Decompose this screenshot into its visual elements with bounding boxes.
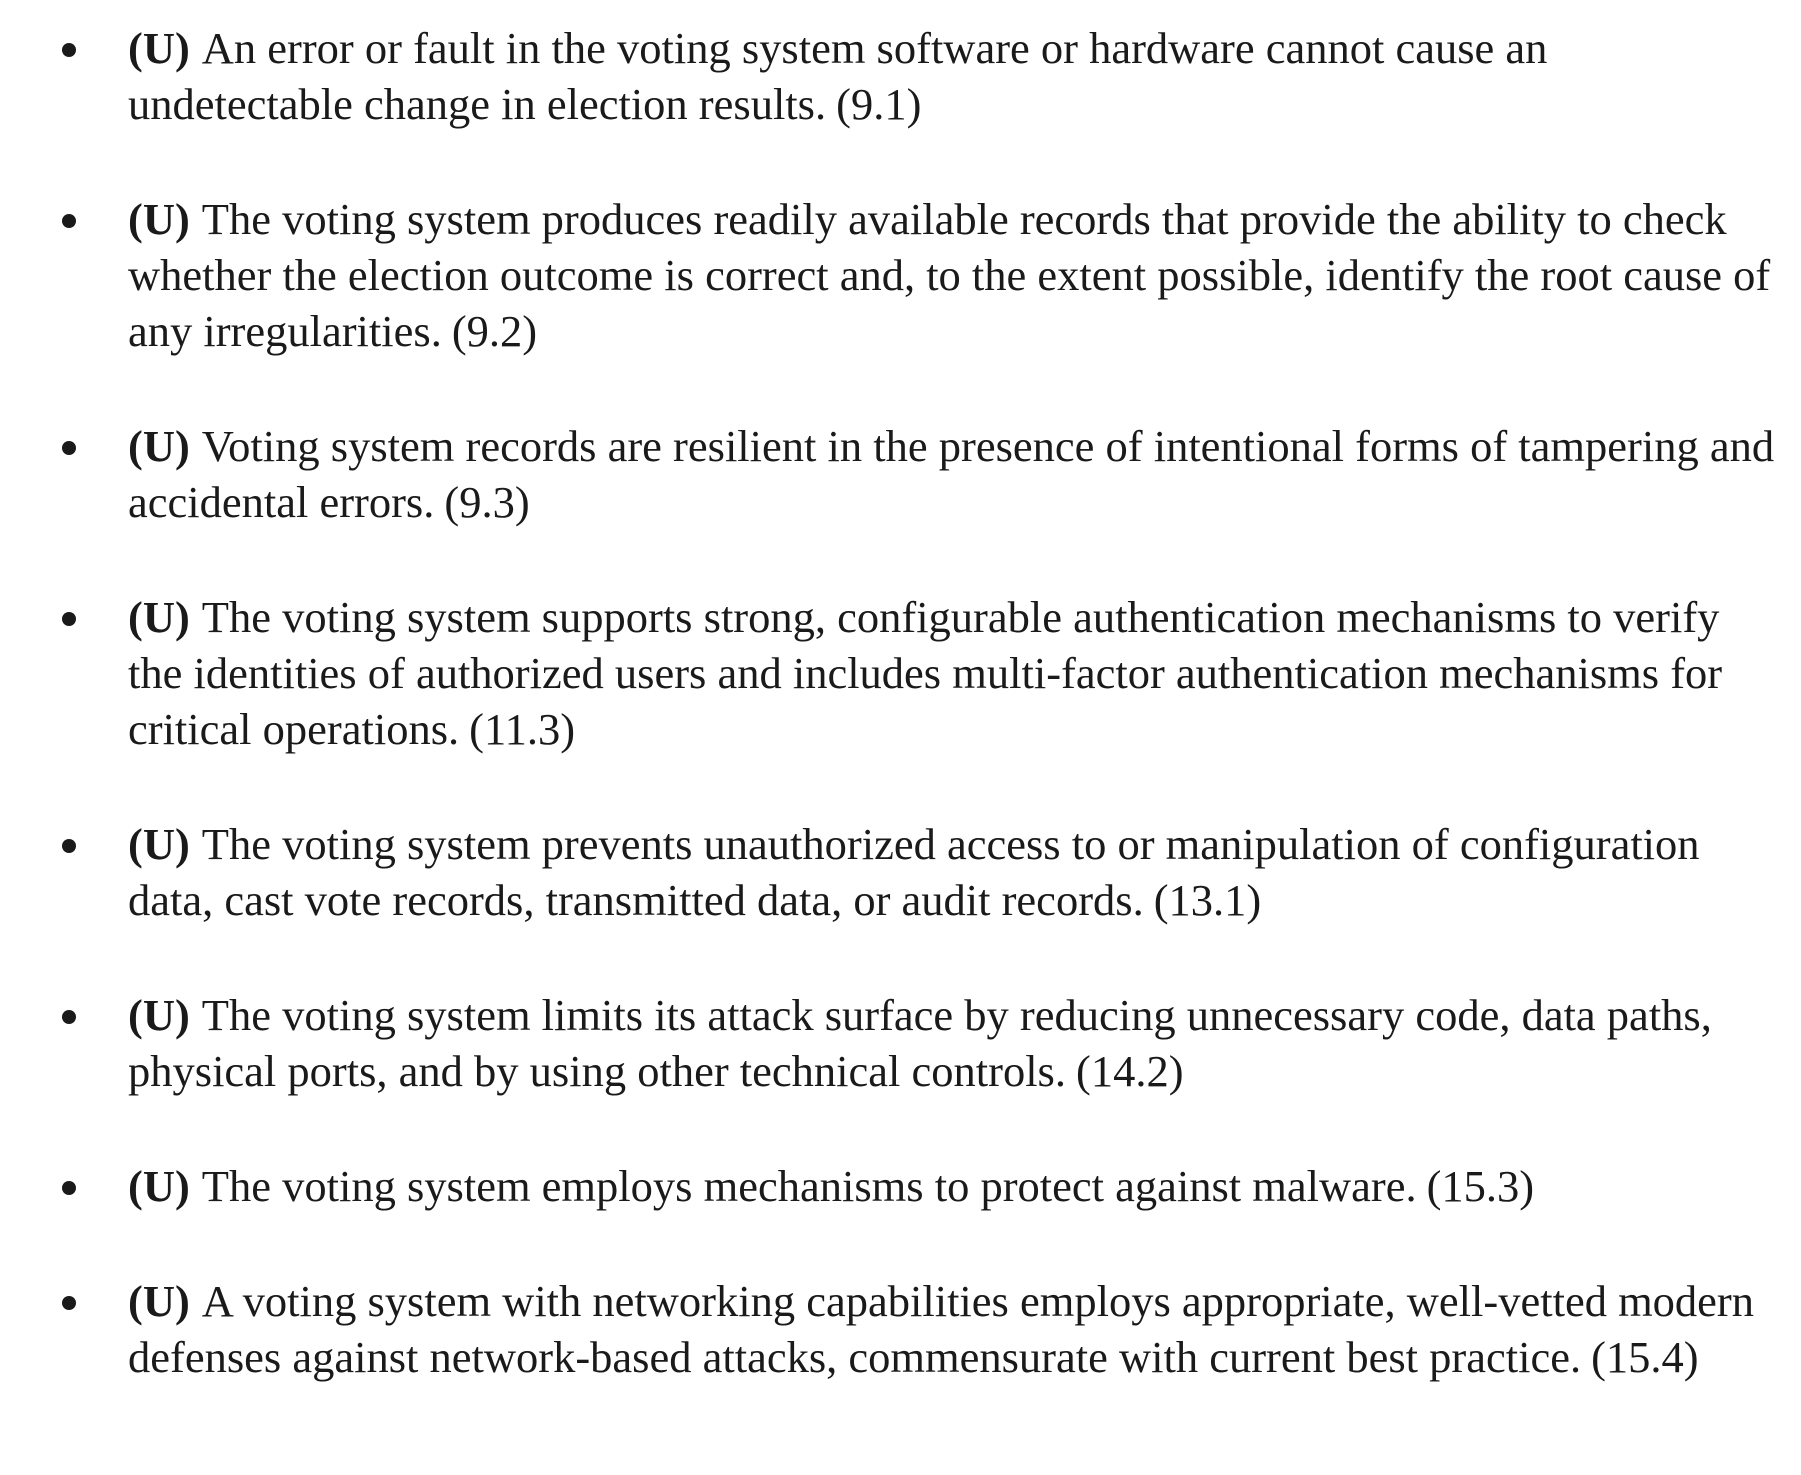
list-item — [0, 1158, 1801, 1214]
classification-marking: (U) — [128, 1276, 190, 1326]
classification-marking: (U) — [128, 1161, 190, 1211]
classification-marking: (U) — [128, 592, 190, 642]
section-reference: (13.1) — [1153, 875, 1262, 925]
list-item — [0, 20, 1801, 132]
item-text: The voting system produces readily available records that provide the ability to check whether the election outcome is correct and, to the extent possible, identify the root cause of any irregularities. — [128, 194, 1771, 356]
section-reference: (9.3) — [444, 477, 530, 527]
bullet-icon — [62, 839, 76, 853]
item-text: An error or fault in the voting system software or hardware cannot cause an undetectable change in election results. — [128, 23, 1548, 129]
list-item — [0, 589, 1801, 757]
classification-marking: (U) — [128, 990, 190, 1040]
bullet-icon — [62, 214, 76, 228]
section-reference: (9.1) — [836, 79, 922, 129]
classification-marking: (U) — [128, 421, 190, 471]
section-reference: (15.4) — [1591, 1332, 1699, 1382]
bullet-icon — [62, 1010, 76, 1024]
list-item — [0, 191, 1801, 359]
list-item — [0, 987, 1801, 1099]
bullet-icon — [62, 43, 76, 57]
list-item — [0, 816, 1801, 928]
item-text: The voting system prevents unauthorized access to or manipulation of configuration data, cast vote records, transmitted data, or audit records. — [128, 819, 1700, 925]
requirements-bullet-list — [0, 20, 1801, 1385]
classification-marking: (U) — [128, 23, 190, 73]
classification-marking: (U) — [128, 194, 190, 244]
bullet-icon — [62, 612, 76, 626]
section-reference: (11.3) — [469, 704, 576, 754]
list-item — [0, 418, 1801, 530]
item-text: Voting system records are resilient in the presence of intentional forms of tampering and accidental errors. — [128, 421, 1775, 527]
section-reference: (9.2) — [451, 306, 538, 356]
item-text: A voting system with networking capabilities employs appropriate, well-vetted modern defenses against network-based attacks, commensurate with current best practice. — [128, 1276, 1755, 1382]
section-reference: (14.2) — [1076, 1046, 1184, 1096]
section-reference: (15.3) — [1426, 1161, 1535, 1211]
bullet-icon — [62, 1181, 76, 1195]
item-text: The voting system employs mechanisms to protect against malware. — [201, 1161, 1417, 1211]
classification-marking: (U) — [128, 819, 190, 869]
bullet-icon — [62, 1296, 76, 1310]
bullet-icon — [62, 441, 76, 455]
item-text: The voting system limits its attack surface by reducing unnecessary code, data paths, physical ports, and by using other technical controls. — [128, 990, 1712, 1096]
list-item — [0, 1273, 1801, 1385]
item-text: The voting system supports strong, configurable authentication mechanisms to verify the identities of authorized users and includes multi-factor authentication mechanisms for critical operations. — [128, 592, 1723, 754]
